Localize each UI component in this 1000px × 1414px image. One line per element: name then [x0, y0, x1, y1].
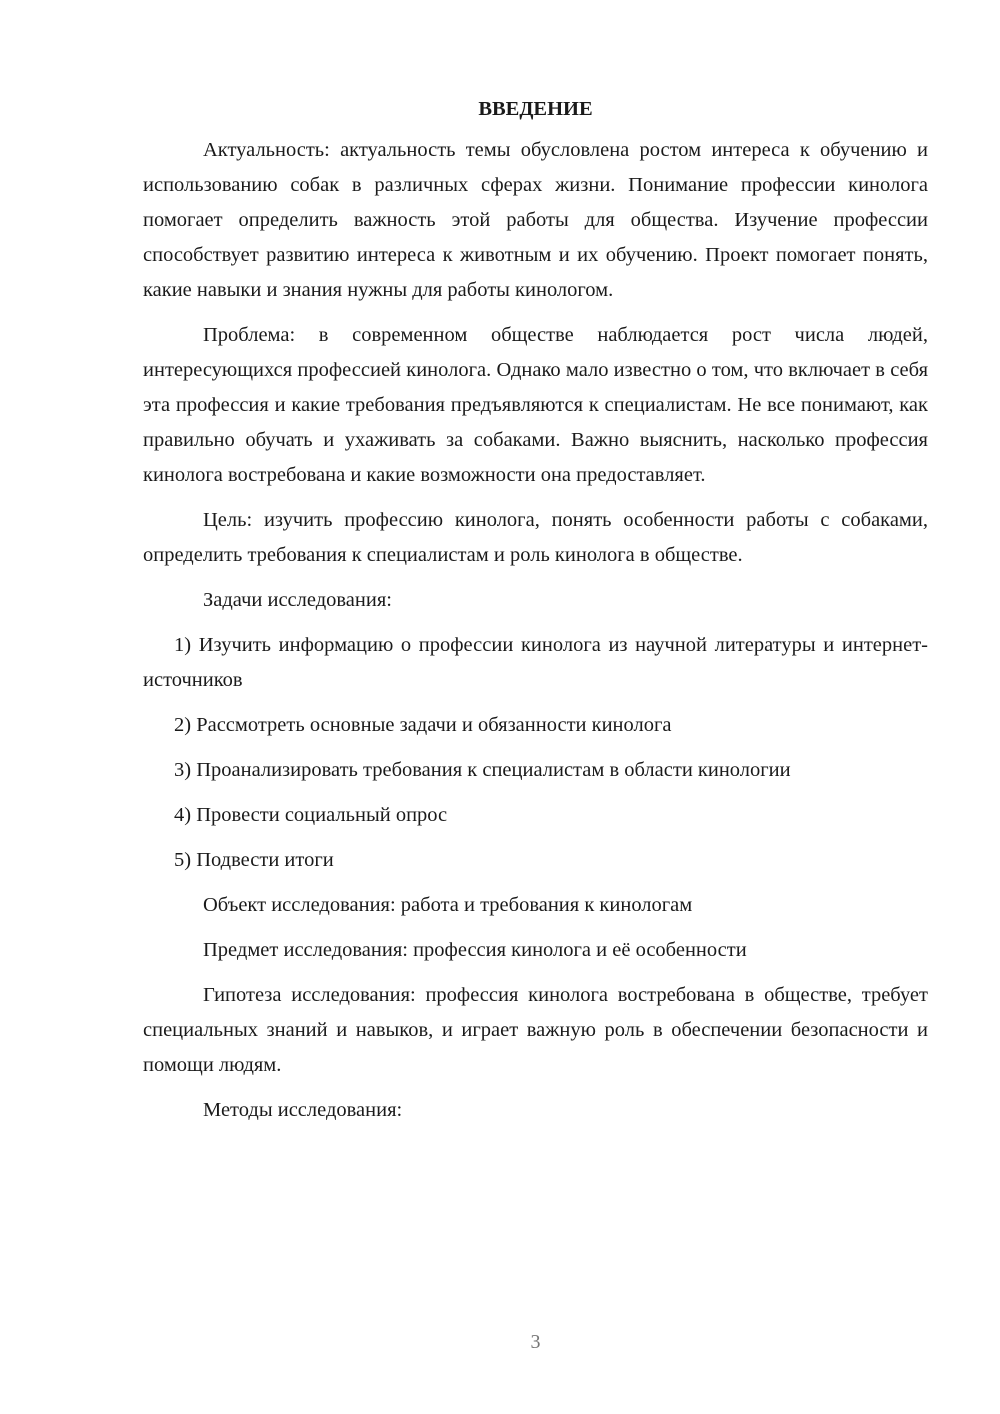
paragraph-relevance: Актуальность: актуальность темы обусловлена ростом интереса к обучению и использованию собак в различных сферах жизни. Понимание профессии кинолога помогает определить важность этой работы для общества. Изучение профессии способствует развитию интереса к животным и их обучению. Проект помогает понять, какие навыки и знания нужны для работы кинологом. [143, 139, 928, 301]
paragraph-methods: Методы исследования: [203, 1099, 403, 1121]
task-item: 3) Проанализировать требования к специалистам в области кинологии [174, 759, 791, 781]
paragraph-tasks-heading: Задачи исследования: [203, 589, 392, 611]
task-item: 1) Изучить информацию о профессии кинолога из научной литературы и интернет-источников [143, 634, 928, 691]
page-number: 3 [530, 1331, 541, 1353]
section-title: ВВЕДЕНИЕ [478, 98, 593, 120]
task-item: 2) Рассмотреть основные задачи и обязанности кинолога [174, 714, 672, 736]
task-item: 4) Провести социальный опрос [174, 804, 448, 826]
task-item: 5) Подвести итоги [174, 849, 334, 871]
paragraph-subject: Предмет исследования: профессия кинолога и её особенности [203, 939, 747, 961]
paragraph-problem: Проблема: в современном обществе наблюдается рост числа людей, интересующихся профессией кинолога. Однако мало известно о том, что включает в себя эта профессия и какие требования предъявляются к специалистам. Не все понимают, как правильно обучать и ухаживать за собаками. Важно выяснить, насколько профессия кинолога востребована и какие возможности она предоставляет. [143, 324, 928, 486]
document-page [143, 92, 928, 1138]
paragraph-hypothesis: Гипотеза исследования: профессия кинолога востребована в обществе, требует специальных знаний и навыков, и играет важную роль в обеспечении безопасности и помощи людям. [143, 984, 928, 1076]
paragraph-object: Объект исследования: работа и требования к кинологам [203, 894, 693, 916]
paragraph-goal: Цель: изучить профессию кинолога, понять особенности работы с собаками, определить требования к специалистам и роль кинолога в обществе. [143, 509, 928, 566]
